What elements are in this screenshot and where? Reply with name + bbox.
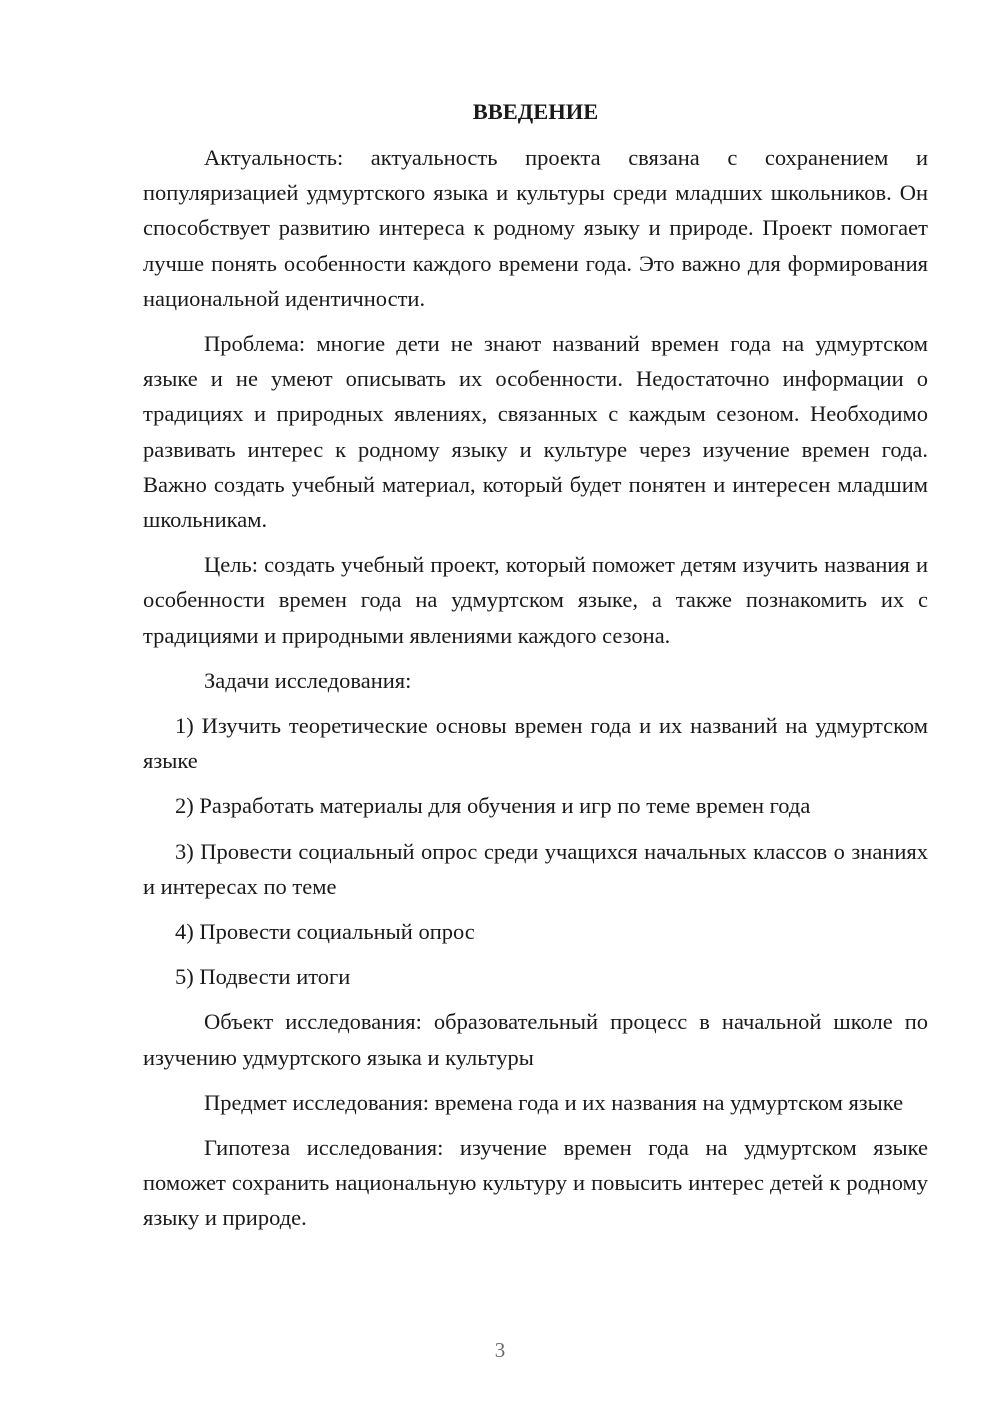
paragraph-object: Объект исследования: образовательный процесс в начальной школе по изучению удмуртского языка и культуры [143,1009,928,1070]
page-content [143,94,928,1246]
paragraph-problem: Проблема: многие дети не знают названий времен года на удмуртском языке и не умеют описывать их особенности. Недостаточно информации о традициях и природных явлениях, связанных с каждым сезоном. Необходимо развивать интерес к родному языку и культуре через изучение времен года. Важно создать учебный материал, который будет понятен и интересен младшим школьникам. [143,331,928,533]
paragraph-subject: Предмет исследования: времена года и их названия на удмуртском языке [204,1089,904,1115]
page-number: 3 [494,1338,506,1362]
paragraph-hypothesis: Гипотеза исследования: изучение времен года на удмуртском языке поможет сохранить национальную культуру и повысить интерес детей к родному языку и природе. [143,1135,928,1231]
task-item-1: 1) Изучить теоретические основы времен года и их названий на удмуртском языке [143,713,928,774]
task-item-2: 2) Разработать материалы для обучения и игр по теме времен года [175,793,811,819]
task-item-4: 4) Провести социальный опрос [175,919,475,945]
tasks-title: Задачи исследования: [204,667,412,693]
task-item-5: 5) Подвести итоги [175,964,351,990]
paragraph-goal: Цель: создать учебный проект, который поможет детям изучить названия и особенности времен года на удмуртском языке, а также познакомить их с традициями и природными явлениями каждого сезона. [143,552,928,648]
paragraph-relevance: Актуальность: актуальность проекта связана с сохранением и популяризацией удмуртского языка и культуры среди младших школьников. Он способствует развитию интереса к родному языку и природе. Проект помогает лучше понять особенности каждого времени года. Это важно для формирования национальной идентичности. [143,145,928,311]
section-heading: ВВЕДЕНИЕ [472,99,599,124]
task-item-3: 3) Провести социальный опрос среди учащихся начальных классов о знаниях и интересах по теме [143,838,928,899]
